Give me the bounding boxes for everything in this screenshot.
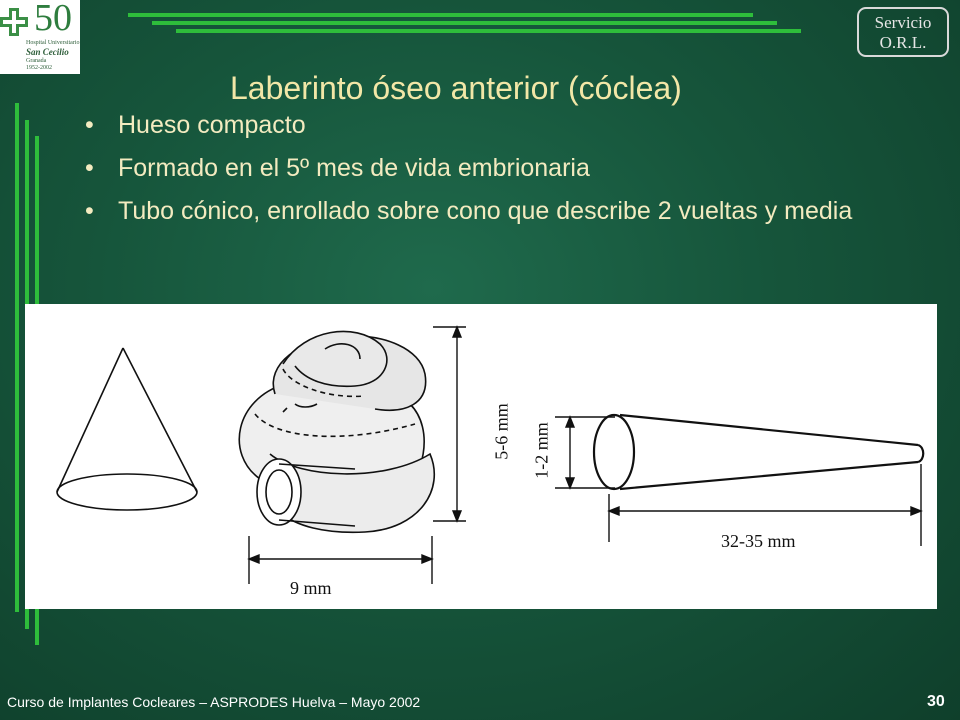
cone-drawing <box>57 348 197 510</box>
slide-title: Laberinto óseo anterior (cóclea) <box>230 70 682 106</box>
page-number: 30 <box>927 693 945 710</box>
bullet-item: • Formado en el 5º mes de vida embrionaria <box>85 153 865 183</box>
height-label: 5-6 mm <box>491 403 512 460</box>
logo-name: San Cecilio <box>26 47 69 57</box>
logo-fifty: 50 <box>34 0 72 39</box>
badge-line1: Servicio <box>874 13 932 32</box>
diameter-dimension <box>555 417 615 488</box>
footer-text: Curso de Implantes Cocleares – ASPRODES Huelva – Mayo 2002 <box>7 694 421 710</box>
logo-line1: Hospital Universitario <box>26 40 80 46</box>
bullet-item: • Hueso compacto <box>85 110 865 140</box>
bullet-list <box>85 110 865 239</box>
width-dimension <box>249 536 432 584</box>
cochlea-diagram <box>25 304 937 609</box>
logo-years: 1952-2002 <box>26 65 52 71</box>
width-label: 9 mm <box>290 578 332 598</box>
cochlea-spiral-drawing <box>239 331 434 532</box>
decor-line-top-1 <box>128 13 753 17</box>
diameter-label: 1-2 mm <box>531 422 552 479</box>
badge-line2: O.R.L. <box>879 33 927 52</box>
height-dimension <box>433 327 466 521</box>
bullet-item: • Tubo cónico, enrollado sobre cono que describe 2 vueltas y media <box>85 196 865 226</box>
decor-line-left-1 <box>15 103 19 612</box>
length-label: 32-35 mm <box>721 531 796 551</box>
tube-drawing <box>594 415 923 489</box>
decor-line-top-2 <box>152 21 777 25</box>
decor-line-top-3 <box>176 29 801 33</box>
hospital-logo <box>0 0 80 74</box>
logo-city: Granada <box>26 58 47 64</box>
cochlea-figure <box>25 304 937 609</box>
service-badge <box>857 7 949 57</box>
